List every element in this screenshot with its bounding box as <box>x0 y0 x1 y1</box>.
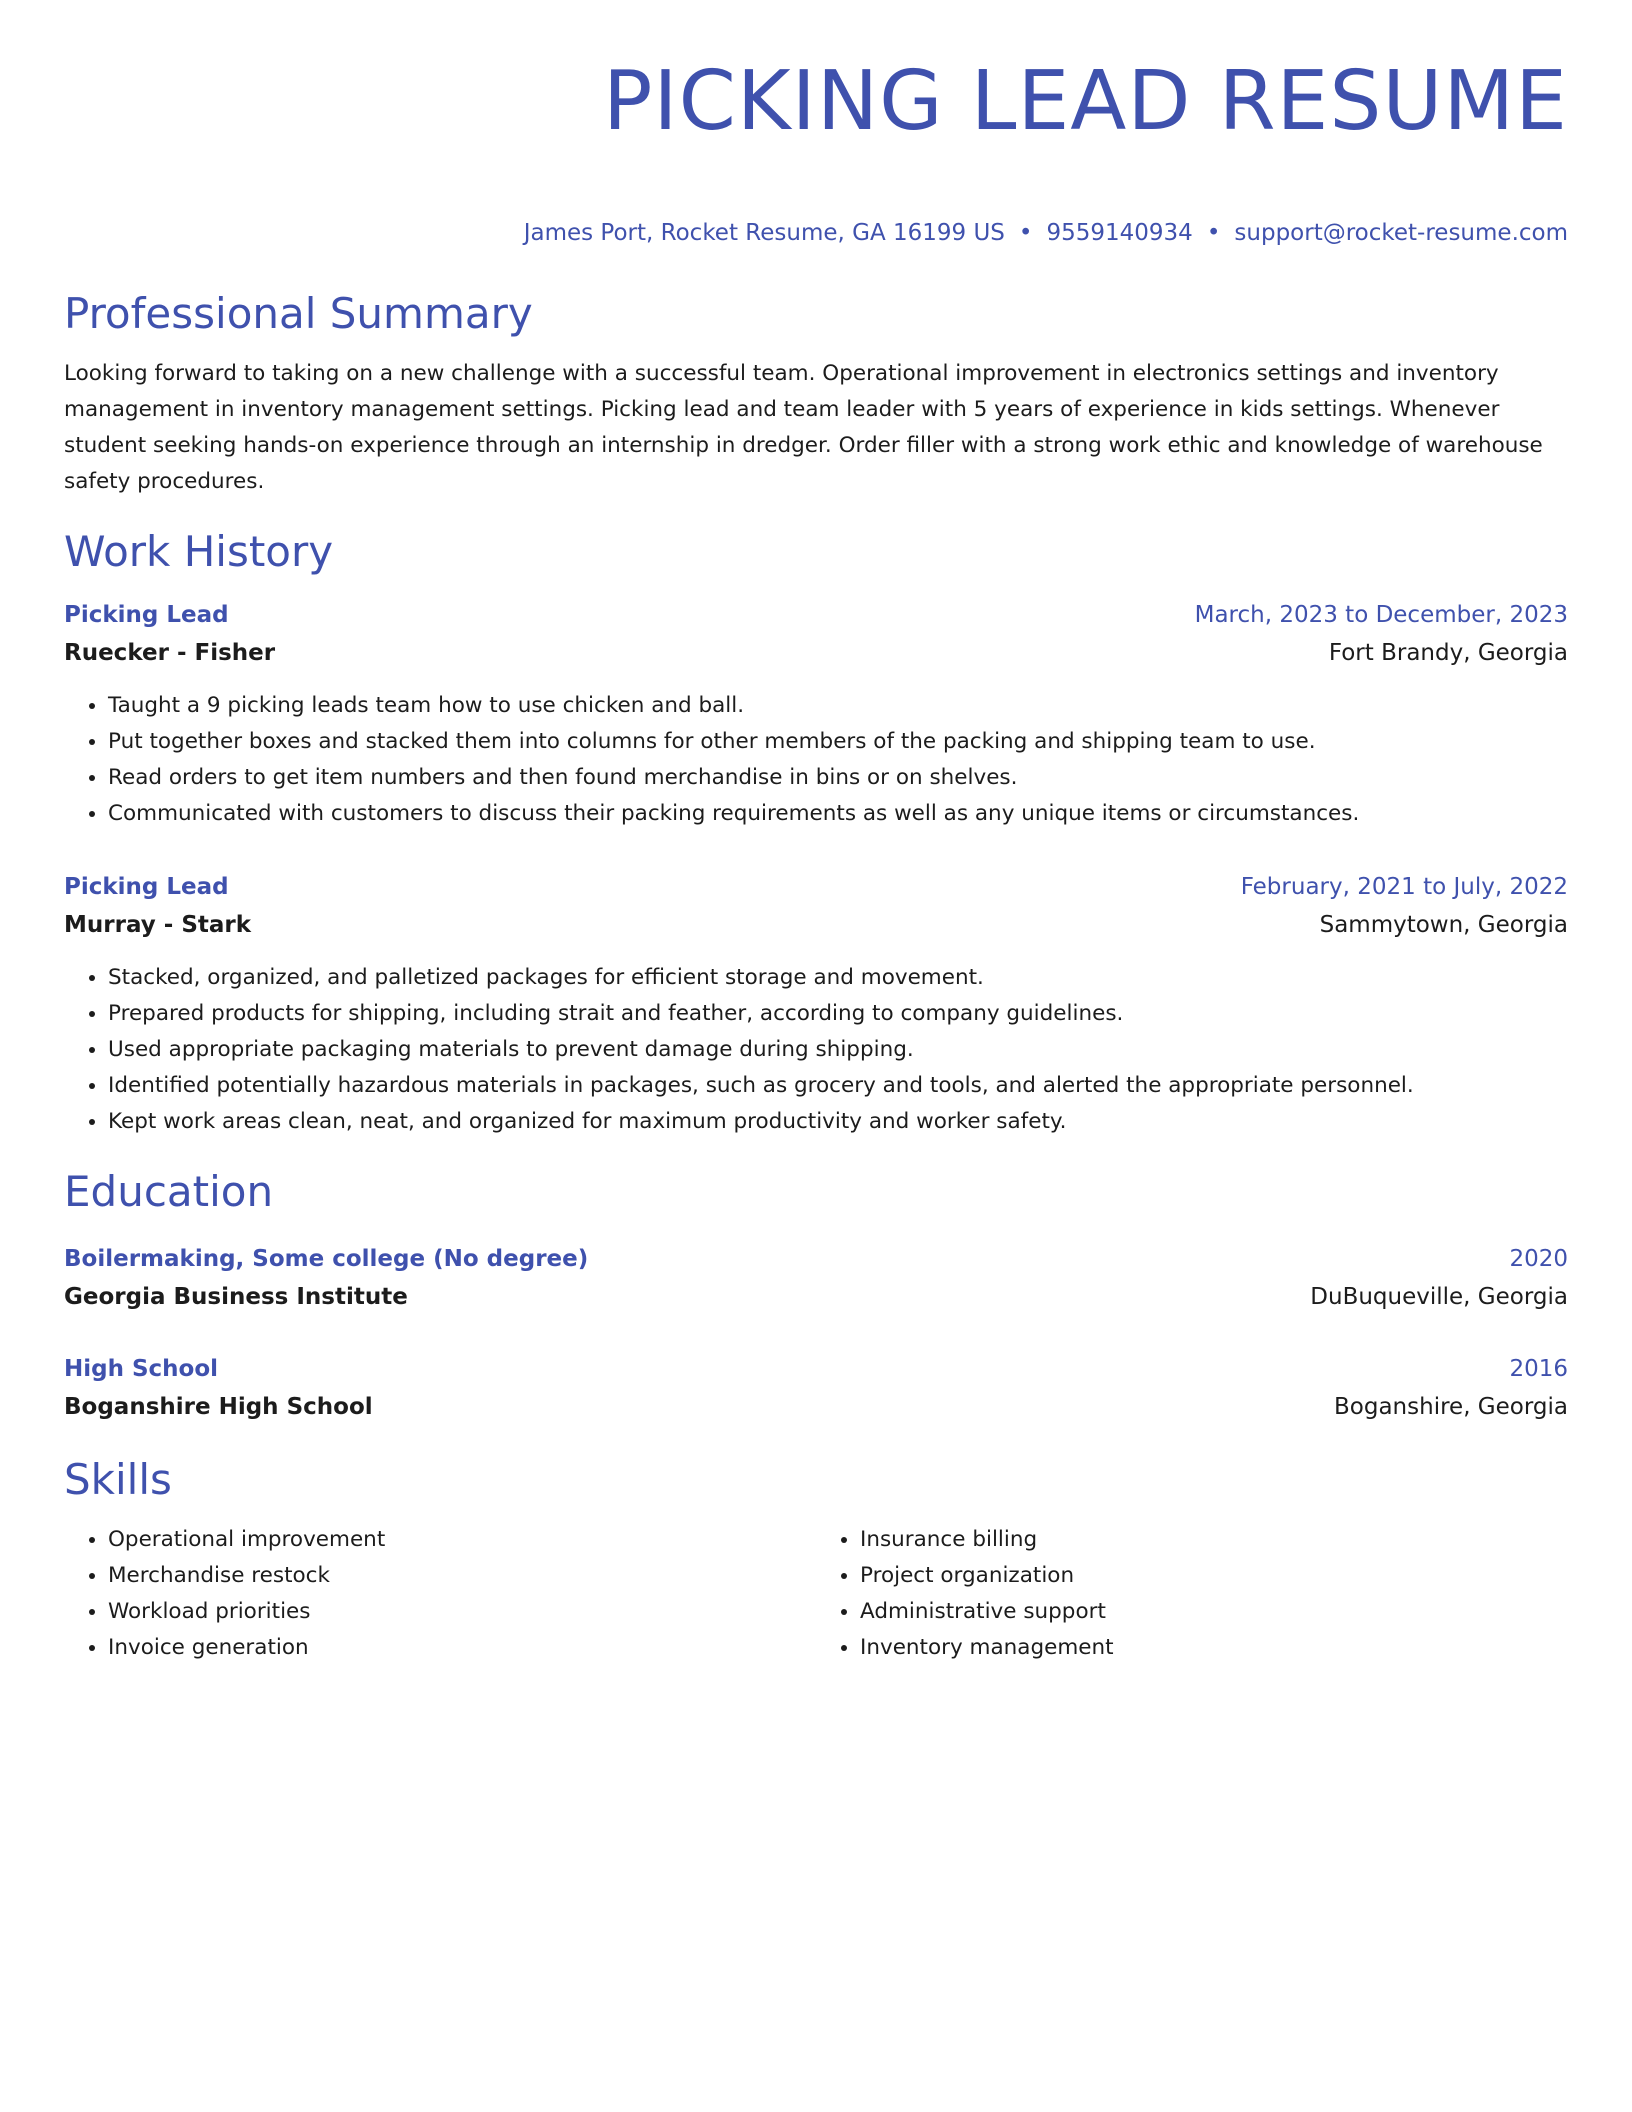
job-duties-list <box>64 960 1568 1140</box>
skills-list-right <box>816 1522 1568 1666</box>
job-location: Fort Brandy, Georgia <box>1328 640 1568 666</box>
skill-item: • Workload priorities <box>108 1594 816 1630</box>
skill-item: • Administrative support <box>860 1594 1568 1630</box>
job-duties-list <box>64 688 1568 832</box>
education-degree: Boilermaking, Some college (No degree) <box>64 1246 589 1272</box>
education-entry <box>64 1350 1568 1426</box>
job-duty: • Taught a 9 picking leads team how to use chicken and ball. <box>108 688 1568 724</box>
job-duty: • Put together boxes and stacked them into columns for other members of the packing and shipping team to use. <box>108 724 1568 760</box>
work-history-heading: Work History <box>64 527 334 576</box>
job-entry <box>64 596 1568 832</box>
contact-address: James Port, Rocket Resume, GA 16199 US <box>523 220 1005 246</box>
skills-heading: Skills <box>64 1455 172 1504</box>
job-company-row <box>64 906 1568 944</box>
job-dates: February, 2021 to July, 2022 <box>1240 874 1568 900</box>
contact-email: support@rocket-resume.com <box>1234 220 1568 246</box>
job-duty: • Communicated with customers to discuss their packing requirements as well as any unique items or circumstances. <box>108 796 1568 832</box>
job-entry <box>64 868 1568 1140</box>
contact-line <box>64 218 1568 248</box>
summary-text: Looking forward to taking on a new challenge with a successful team. Operational improvement in electronics settings and inventory management in inventory management settings. Picking lead and team leader with 5 years of experience in kids settings. Whenever student seeking hands-on experience through an internship in dredger. Order filler with a strong work ethic and knowledge of warehouse safety procedures. <box>64 361 1543 494</box>
job-duty: • Identified potentially hazardous materials in packages, such as grocery and tools, and alerted the appropriate personnel. <box>108 1068 1568 1104</box>
job-duty: • Read orders to get item numbers and then found merchandise in bins or on shelves. <box>108 760 1568 796</box>
education-heading: Education <box>64 1167 274 1216</box>
education-school-row <box>64 1388 1568 1426</box>
skill-item: • Project organization <box>860 1558 1568 1594</box>
job-header-row <box>64 868 1568 906</box>
skill-item: • Merchandise restock <box>108 1558 816 1594</box>
job-company: Ruecker - Fisher <box>64 640 276 666</box>
education-school: Georgia Business Institute <box>64 1284 408 1310</box>
job-duty: • Stacked, organized, and palletized packages for efficient storage and movement. <box>108 960 1568 996</box>
resume-header <box>64 52 1568 248</box>
skills-columns <box>64 1522 1568 1666</box>
education-location: Boganshire, Georgia <box>1334 1394 1568 1420</box>
skill-item: • Invoice generation <box>108 1630 816 1666</box>
education-header-row <box>64 1350 1568 1388</box>
education-location: DuBuqueville, Georgia <box>1310 1284 1568 1310</box>
job-header-row <box>64 596 1568 634</box>
resume-title: PICKING LEAD RESUME <box>602 54 1568 149</box>
skill-item: • Insurance billing <box>860 1522 1568 1558</box>
job-dates: March, 2023 to December, 2023 <box>1194 602 1568 628</box>
contact-separator: • <box>1206 220 1221 246</box>
skill-item: • Inventory management <box>860 1630 1568 1666</box>
job-role: Picking Lead <box>64 602 229 628</box>
education-school-row <box>64 1278 1568 1316</box>
education-year: 2020 <box>1509 1246 1568 1272</box>
job-duty: • Prepared products for shipping, including strait and feather, according to company guidelines. <box>108 996 1568 1032</box>
job-duty: • Kept work areas clean, neat, and organized for maximum productivity and worker safety. <box>108 1104 1568 1140</box>
education-entry <box>64 1240 1568 1316</box>
education-school: Boganshire High School <box>64 1394 373 1420</box>
education-header-row <box>64 1240 1568 1278</box>
skill-item: • Operational improvement <box>108 1522 816 1558</box>
education-degree: High School <box>64 1356 219 1382</box>
job-location: Sammytown, Georgia <box>1319 912 1568 938</box>
summary-heading: Professional Summary <box>64 289 533 338</box>
job-role: Picking Lead <box>64 874 229 900</box>
job-duty: • Used appropriate packaging materials to prevent damage during shipping. <box>108 1032 1568 1068</box>
contact-separator: • <box>1018 220 1033 246</box>
job-company-row <box>64 634 1568 672</box>
job-company: Murray - Stark <box>64 912 252 938</box>
education-year: 2016 <box>1509 1356 1568 1382</box>
contact-phone: 9559140934 <box>1046 220 1193 246</box>
skills-list-left <box>64 1522 816 1666</box>
